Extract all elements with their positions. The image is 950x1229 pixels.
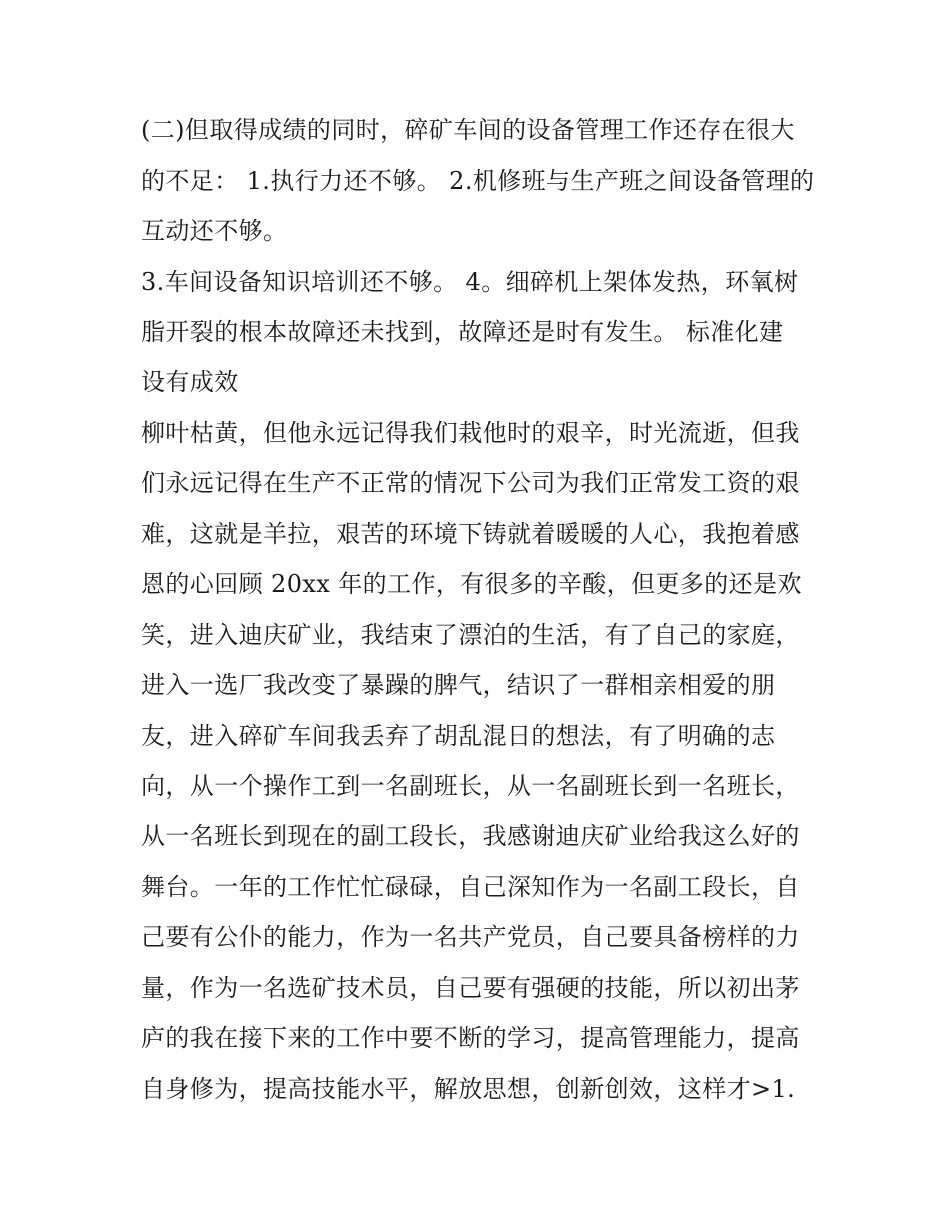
text-line: 设有成效: [141, 368, 239, 396]
text-line: 们永远记得在生产不正常的情况下公司为我们正常发工资的艰: [141, 469, 800, 497]
text-line: 难，这就是羊拉，艰苦的环境下铸就着暖暖的人心，我抱着感: [141, 520, 800, 548]
text-line: 笑，进入迪庆矿业，我结束了漂泊的生活，有了自己的家庭，: [141, 621, 800, 649]
text-line: 舞台。一年的工作忙忙碌碌，自己深知作为一名副工段长，自: [141, 873, 800, 901]
text-line: (二)但取得成绩的同时，碎矿车间的设备管理工作还存在很大: [141, 116, 795, 144]
text-line: 量，作为一名选矿技术员，自己要有强硬的技能，所以初出茅: [141, 974, 800, 1002]
text-line: 自身修为，提高技能水平，解放思想，创新创效，这样才>1.: [141, 1075, 796, 1103]
text-line: 3.车间设备知识培训还不够。 4。细碎机上架体发热，环氧树: [141, 268, 799, 296]
text-line: 柳叶枯黄，但他永远记得我们栽他时的艰辛，时光流逝，但我: [141, 419, 800, 447]
text-line: 己要有公仆的能力，作为一名共产党员，自己要具备榜样的力: [141, 923, 800, 951]
text-line: 的不足： 1.执行力还不够。 2.机修班与生产班之间设备管理的: [141, 167, 815, 195]
text-line: 恩的心回顾 20xx 年的工作，有很多的辛酸，但更多的还是欢: [141, 570, 802, 598]
text-line: 友，进入碎矿车间我丢弃了胡乱混日的想法，有了明确的志: [141, 722, 776, 750]
text-line: 进入一选厂我改变了暴躁的脾气，结识了一群相亲相爱的朋: [141, 671, 776, 699]
text-line: 庐的我在接下来的工作中要不断的学习，提高管理能力，提高: [141, 1024, 800, 1052]
text-line: 脂开裂的根本故障还未找到，故障还是时有发生。 标准化建: [141, 318, 784, 346]
text-line: 向，从一个操作工到一名副班长，从一名副班长到一名班长，: [141, 772, 800, 800]
text-line: 从一名班长到现在的副工段长，我感谢迪庆矿业给我这么好的: [141, 822, 800, 850]
text-line: 互动还不够。: [141, 217, 288, 245]
